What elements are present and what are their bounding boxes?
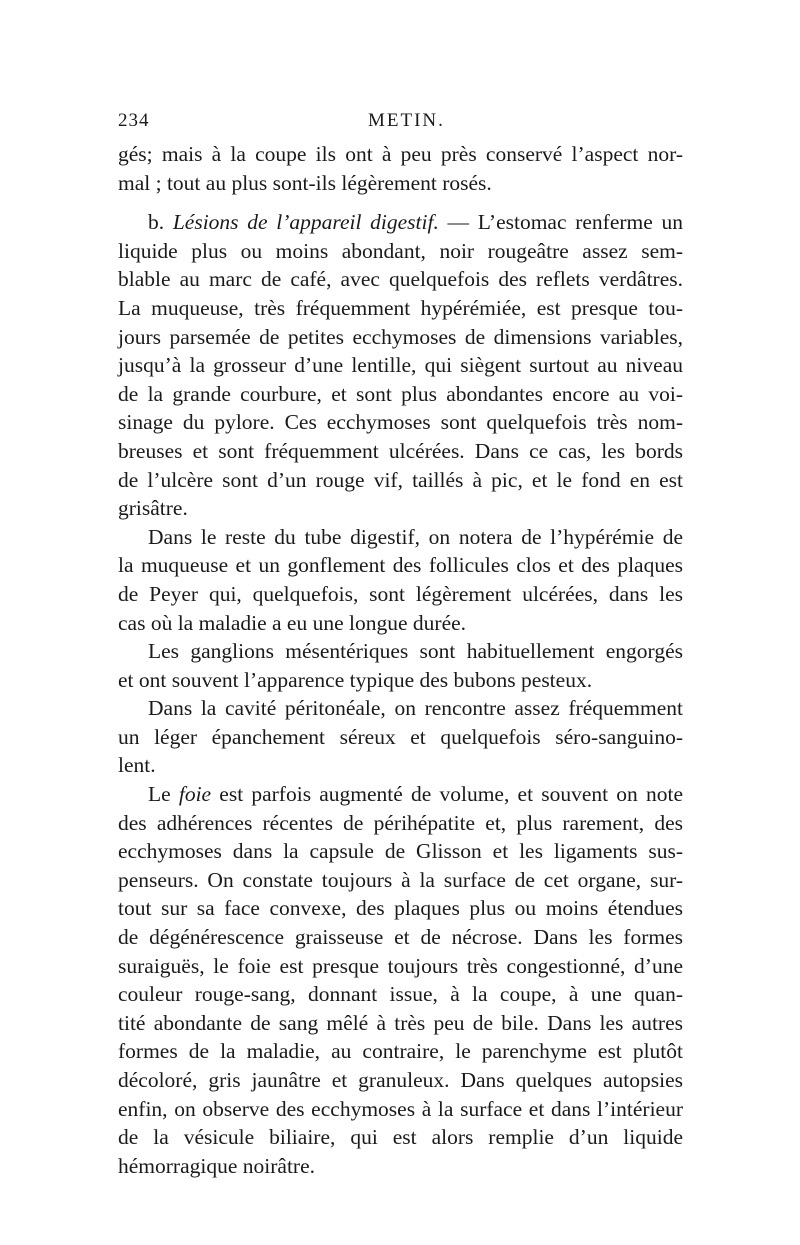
text-run: — L’estomac renferme un xyxy=(438,210,684,235)
text-line: sinage du pylore. Ces ecchymoses sont quelquefois très nom- xyxy=(118,410,683,435)
text-line: des adhérences récentes de périhépatite et, plus rarement, des xyxy=(118,810,683,835)
text-line: gés; mais à la coupe ils ont à peu près conservé l’aspect nor- xyxy=(118,142,683,166)
text-line: Dans le reste du tube digestif, on notera de l’hypérémie de xyxy=(148,524,683,549)
text-line: couleur rouge-sang, donnant issue, à la coupe, à une quan- xyxy=(118,982,683,1007)
paragraph xyxy=(118,780,683,1180)
text-line: la muqueuse et un gonflement des follicules clos et des plaques xyxy=(118,553,683,578)
text-line: tité abondante de sang mêlé à très peu de bile. Dans les autres xyxy=(118,1010,683,1035)
text-line: suraiguës, le foie est presque toujours très congestionné, d’une xyxy=(118,953,683,978)
paragraph xyxy=(118,694,683,780)
section-title: Lésions de l’appareil digestif. xyxy=(172,210,439,235)
paragraph-lead-line xyxy=(118,208,683,237)
emphasized-term: foie xyxy=(178,782,212,807)
text-line: ecchymoses dans la capsule de Glisson et les ligaments sus- xyxy=(118,839,683,864)
text-line: de la vésicule biliaire, qui est alors remplie d’un liquide xyxy=(118,1125,683,1150)
paragraph xyxy=(118,140,683,197)
text-line: blable au marc de café, avec quelquefois des reflets verdâtres. xyxy=(118,267,683,292)
section-label: b. xyxy=(148,210,165,235)
text-line: de l’ulcère sont d’un rouge vif, taillés à pic, et le fond en est xyxy=(118,467,683,492)
text-line: grisâtre. xyxy=(118,496,188,521)
text-line: décoloré, gris jaunâtre et granuleux. Dans quelques autopsies xyxy=(118,1068,683,1092)
text-line: Dans la cavité péritonéale, on rencontre assez fréquemment xyxy=(148,696,683,721)
text-line: hémorragique noirâtre. xyxy=(118,1153,315,1178)
text-line: de Peyer qui, quelquefois, sont légèrement ulcérées, dans les xyxy=(118,581,683,606)
text-run: est parfois augmenté de volume, et souvent on note xyxy=(211,782,683,807)
text-line: lent. xyxy=(118,753,156,778)
text-line: et ont souvent l’apparence typique des bubons pesteux. xyxy=(118,667,593,692)
page-number: 234 xyxy=(118,110,150,131)
text-line: jusqu’à la grosseur d’une lentille, qui siègent surtout au niveau xyxy=(118,353,683,378)
text-line: penseurs. On constate toujours à la surface de cet organe, sur- xyxy=(118,867,683,892)
text-line: La muqueuse, très fréquemment hypérémiée, est presque tou- xyxy=(118,295,683,320)
text-line: liquide plus ou moins abondant, noir rougeâtre assez sem- xyxy=(118,238,683,263)
page-header xyxy=(118,110,683,140)
paragraph-lead-line xyxy=(118,780,683,809)
text-line: Les ganglions mésentériques sont habituellement engorgés xyxy=(148,639,683,664)
text-line: mal ; tout au plus sont-ils légèrement rosés. xyxy=(118,170,492,195)
text-line: breuses et sont fréquemment ulcérées. Dans ce cas, les bords xyxy=(118,438,683,463)
paragraph xyxy=(118,637,683,694)
text-line: jours parsemée de petites ecchymoses de dimensions variables, xyxy=(118,324,683,349)
text-line: de dégénérescence graisseuse et de nécrose. Dans les formes xyxy=(118,925,683,950)
text-line: enfin, on observe des ecchymoses à la surface et dans l’intérieur xyxy=(118,1096,683,1121)
text-line: un léger épanchement séreux et quelquefois séro-sanguino- xyxy=(118,724,683,749)
running-head: METIN. xyxy=(368,110,445,131)
body-text xyxy=(118,140,683,1180)
text-line: tout sur sa face convexe, des plaques plus ou moins étendues xyxy=(118,896,683,921)
text-line: formes de la maladie, au contraire, le parenchyme est plutôt xyxy=(118,1039,683,1064)
text-line: cas où la maladie a eu une longue durée. xyxy=(118,610,467,635)
text-line: de la grande courbure, et sont plus abondantes encore au voi- xyxy=(118,381,683,406)
paragraph xyxy=(118,208,683,523)
text-run: Le xyxy=(148,782,179,807)
paragraph xyxy=(118,523,683,637)
